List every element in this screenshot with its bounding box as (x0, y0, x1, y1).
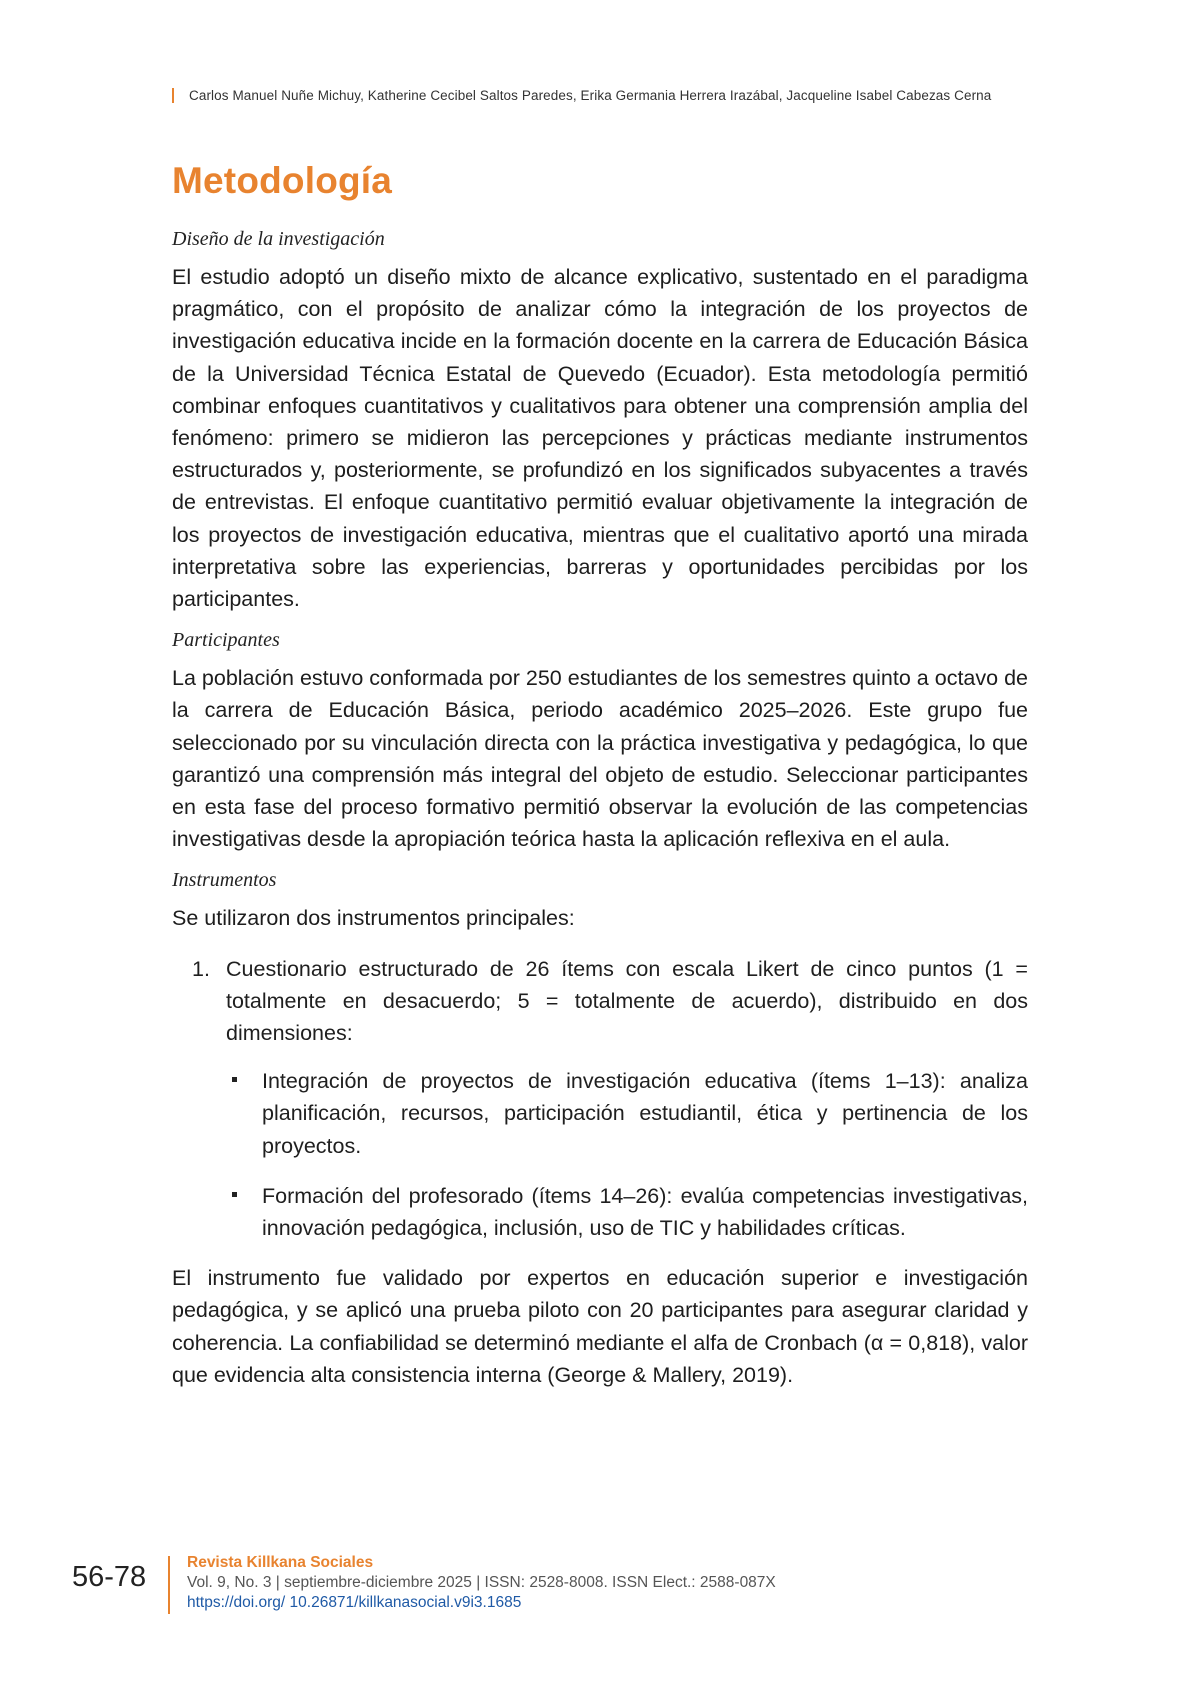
bullet-square-icon (232, 1192, 237, 1197)
list-item (172, 953, 1028, 1050)
journal-name: Revista Killkana Sociales (187, 1554, 374, 1571)
paragraph-instruments-closing: El instrumento fue validado por expertos en educación superior e investigación pedagógica, y se aplicó una prueba piloto con 20 participantes para asegurar claridad y coherencia. La confiabilidad se determinó mediante el alfa de Cronbach (α = 0,818), valor que evidencia alta consistencia interna (George & Mallery, 2019). (172, 1266, 1028, 1387)
header-accent-bar (172, 88, 174, 103)
list-number: 1. (192, 956, 210, 981)
body-column (172, 226, 1028, 1403)
bullet-square-icon (232, 1077, 237, 1082)
header-authors: Carlos Manuel Nuñe Michuy, Katherine Cecibel Saltos Paredes, Erika Germania Herrera Irazábal, Jacqueline Isabel Cabezas Cerna (189, 88, 992, 103)
bullet-item (172, 1065, 1028, 1162)
section-title: Metodología (172, 160, 393, 201)
list-item-text: Cuestionario estructurado de 26 ítems con escala Likert de cinco puntos (1 = totalmente en desacuerdo; 5 = totalmente de acuerdo), distribuido en dos dimensiones: (226, 956, 1028, 1046)
page-range: 56-78 (72, 1561, 147, 1593)
subheading-participants: Participantes (172, 629, 280, 652)
bullet-text: Integración de proyectos de investigación educativa (ítems 1–13): analiza planificación, recursos, participación estudiantil, ética y pertinencia de los proyectos. (262, 1069, 1028, 1158)
bullet-item (172, 1180, 1028, 1244)
subheading-instruments: Instrumentos (172, 869, 277, 892)
paragraph-instruments-intro: Se utilizaron dos instrumentos principales: (172, 906, 575, 931)
footer-info (187, 1553, 776, 1613)
subheading-design: Diseño de la investigación (172, 228, 385, 250)
volume-info: Vol. 9, No. 3 | septiembre-diciembre 2025 | ISSN: 2528-8008. ISSN Elect.: 2588-087X (187, 1574, 776, 1591)
doi-link[interactable]: https://doi.org/ 10.26871/killkanasocial.v9i3.1685 (187, 1594, 522, 1611)
ordered-list (172, 953, 1028, 1245)
paragraph-design: El estudio adoptó un diseño mixto de alcance explicativo, sustentado en el paradigma pragmático, con el propósito de analizar cómo la integración de los proyectos de investigación educativa incide en la formación docente en la carrera de Educación Básica de la Universidad Técnica Estatal de Quevedo (Ecuador). Esta metodología permitió combinar enfoques cuantitativos y cualitativos para obtener una comprensión amplia del fenómeno: primero se midieron las percepciones y prácticas mediante instrumentos estructurados y, posteriormente, se profundizó en los significados subyacentes a través de entrevistas. El enfoque cuantitativo permitió evaluar objetivamente la integración de los proyectos de investigación educativa, mientras que el cualitativo aportó una mirada interpretativa sobre las experiencias, barreras y oportunidades percibidas por los participantes. (172, 265, 1028, 612)
footer-accent-bar (168, 1556, 170, 1614)
bullet-list (172, 1065, 1028, 1244)
bullet-text: Formación del profesorado (ítems 14–26): evalúa competencias investigativas, innovación pedagógica, inclusión, uso de TIC y habilidades críticas. (262, 1183, 1028, 1241)
paragraph-participants: La población estuvo conformada por 250 estudiantes de los semestres quinto a octavo de la carrera de Educación Básica, periodo académico 2025–2026. Este grupo fue seleccionado por su vinculación directa con la práctica investigativa y pedagógica, lo que garantizó una comprensión más integral del objeto de estudio. Seleccionar participantes en esta fase del proceso formativo permitió observar la evolución de las competencias investigativas desde la apropiación teórica hasta la aplicación reflexiva en el aula. (172, 666, 1028, 852)
